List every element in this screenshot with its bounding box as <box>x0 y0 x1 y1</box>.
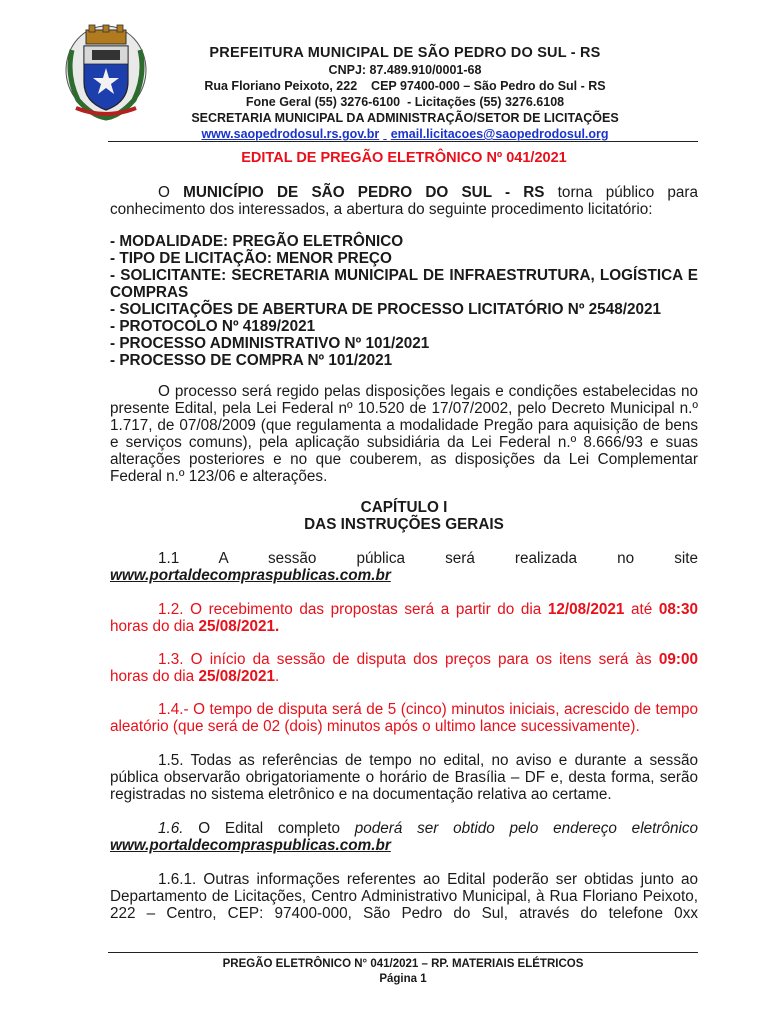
edital-title: EDITAL DE PREGÃO ELETRÔNICO Nº 041/2021 <box>241 150 567 166</box>
footer-page-number: Página 1 <box>379 973 427 985</box>
intro-prefix: O <box>158 184 184 201</box>
item-1-2-date2: 25/08/2021. <box>198 618 280 635</box>
website-link[interactable]: www.saopedrodosul.rs.gov.br <box>201 127 380 141</box>
footer-reference: PREGÃO ELETRÔNICO N° 041/2021 – RP. MATERIAIS ELÉTRICOS <box>222 958 584 970</box>
intro-municipio: MUNICÍPIO DE SÃO PEDRO DO SUL - RS <box>183 184 545 201</box>
item-1-5: 1.5. Todas as referências de tempo no edital, no aviso e durante a sessão pública observarão obrigatoriamente o horário de Brasília – DF e, desta forma, serão registradas no sistema eletrônico e na documentação relativa ao certame. <box>110 752 698 803</box>
municipal-crest-icon <box>62 20 150 122</box>
item-1-2-date1: 12/08/2021 <box>547 601 625 618</box>
letterhead-cnpj: CNPJ: 87.489.910/0001-68 <box>328 63 482 77</box>
item-1-6-a: O Edital completo <box>183 820 355 837</box>
detail-processo-administrativo: - PROCESSO ADMINISTRATIVO Nº 101/2021 <box>110 335 430 352</box>
chapter-title: DAS INSTRUÇÕES GERAIS <box>304 516 504 533</box>
item-1-6-1: 1.6.1. Outras informações referentes ao Edital poderão ser obtidas junto ao Departamento de Licitações, Centro Administrativo Municipal, à Rua Floriano Peixoto, 222 – Centro, CEP: 97400-000, São Pedro do Sul, através do telefone 0xx <box>110 871 698 922</box>
item-1-4: 1.4.- O tempo de disputa será de 5 (cinco) minutos iniciais, acrescido de tempo aleatório (que será de 02 (dois) minutos após o ultimo lance sucessivamente). <box>110 701 698 735</box>
item-1-3-a: 1.3. O início da sessão de disputa dos preços para os itens será às <box>158 651 659 668</box>
chapter-number: CAPÍTULO I <box>360 499 448 516</box>
letterhead-phones: Fone Geral (55) 3276-6100 - Licitações (55) 3276.6108 <box>245 95 565 109</box>
item-1-3-time: 09:00 <box>658 651 698 668</box>
detail-tipo: - TIPO DE LICITAÇÃO: MENOR PREÇO <box>110 250 392 267</box>
item-1-2-time: 08:30 <box>658 601 699 618</box>
regime-paragraph: O processo será regido pelas disposições legais e condições estabelecidas no presente Edital, pela Lei Federal nº 10.520 de 17/07/2002, pelo Decreto Municipal n.º 1.717, de 07/08/2009 (que regulamenta a modalidade Pregão para aquisição de bens e serviços comuns), pela aplicação subsidiária da Lei Federal n.º 8.666/93 e suas alterações posteriores e no que couberem, as disposições da Lei Complementar Federal n.º 123/06 e alterações. <box>110 383 698 485</box>
letterhead-department: SECRETARIA MUNICIPAL DA ADMINISTRAÇÃO/SETOR DE LICITAÇÕES <box>191 111 619 125</box>
item-1-2-c: horas do dia <box>110 618 199 635</box>
item-1-6-link[interactable]: www.portaldecompraspublicas.com.br <box>110 837 391 854</box>
detail-modalidade: - MODALIDADE: PREGÃO ELETRÔNICO <box>110 233 404 250</box>
item-1-3 <box>110 651 698 685</box>
detail-solicitante: - SOLICITANTE: SECRETARIA MUNICIPAL DE INFRAESTRUTURA, LOGÍSTICA E COMPRAS <box>110 267 698 301</box>
letterhead <box>150 44 660 142</box>
footer-divider <box>108 952 698 953</box>
detail-processo-compra: - PROCESSO DE COMPRA Nº 101/2021 <box>110 352 393 369</box>
item-1-2-a: 1.2. O recebimento das propostas será a partir do dia <box>158 601 548 618</box>
item-1-6 <box>110 820 698 837</box>
item-1-6-num: 1.6. <box>158 820 184 837</box>
details-list <box>110 233 698 369</box>
item-1-1-link[interactable]: www.portaldecompraspublicas.com.br <box>110 567 391 584</box>
item-1-2-b: até <box>624 601 659 618</box>
letterhead-address: Rua Floriano Peixoto, 222 CEP 97400-000 – São Pedro do Sul - RS <box>204 79 606 93</box>
item-1-6-b: poderá ser obtido pelo endereço eletrônico <box>354 820 699 837</box>
page-footer <box>108 957 698 987</box>
intro-rest: torna público para conhecimento dos interessados, a abertura do seguinte procedimento licitatório: <box>110 184 698 218</box>
letterhead-title: PREFEITURA MUNICIPAL DE SÃO PEDRO DO SUL - RS <box>209 45 601 61</box>
item-1-3-b: horas do dia <box>110 668 199 685</box>
letterhead-links <box>150 126 660 142</box>
detail-solicitacoes: - SOLICITAÇÕES DE ABERTURA DE PROCESSO LICITATÓRIO Nº 2548/2021 <box>110 301 661 318</box>
detail-protocolo: - PROTOCOLO Nº 4189/2021 <box>110 318 316 335</box>
header-divider <box>108 141 698 142</box>
item-1-3-c: . <box>275 668 280 685</box>
item-1-1: 1.1 A sessão pública será realizada no site <box>158 550 698 567</box>
email-link[interactable]: email.licitacoes@saopedrodosul.org <box>390 127 609 141</box>
item-1-3-date: 25/08/2021 <box>198 668 276 685</box>
item-1-2 <box>110 601 698 635</box>
intro-paragraph <box>110 184 698 218</box>
